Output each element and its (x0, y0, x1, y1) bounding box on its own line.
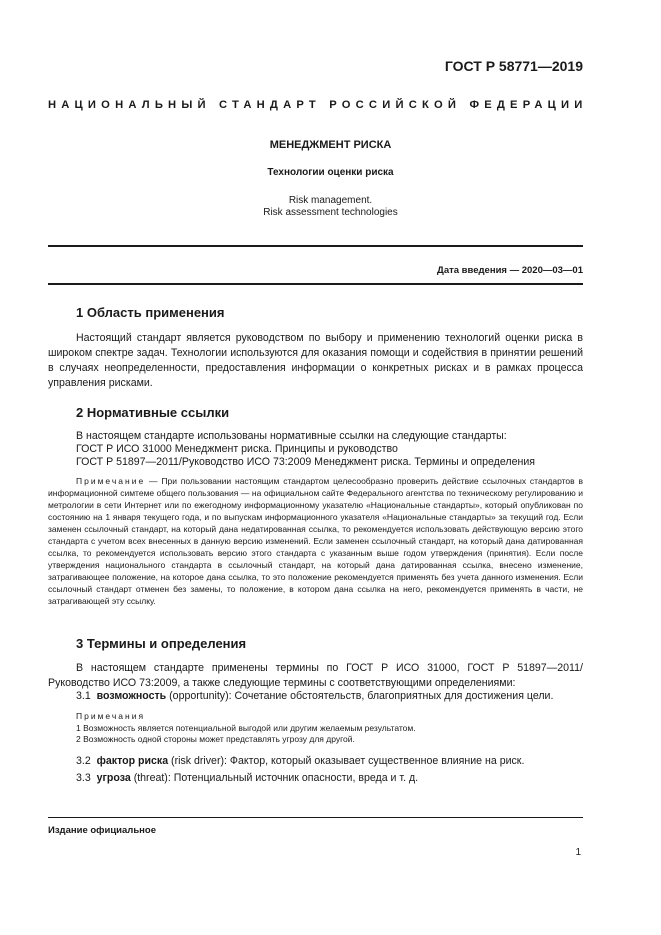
section-3-intro-paragraph: В настоящем стандарте применены термины по ГОСТ Р ИСО 31000, ГОСТ Р 51897—2011/Руководство ИСО 73:2009, а также следующие термины с соответствующими определениями: (48, 662, 583, 689)
note-text: — При пользовании настоящим стандартом целесообразно проверить действие ссылочных стандартов в информационной симтеме общего пользования — на официальном сайте Федерального агентства по техническому регулированию и метрологии в сети Интернет или по ежегодному информационному указателю «Национальные стандарты», который опубликован по состоянию на 1 января текущего года, и по выпускам информационного указателя «Национальные стандарты» за текущий год. Если заменен ссылочный стандарт, на который дана недатированная ссылка, то рекомендуется использовать действующую версию этого стандарта с учетом всех внесенных в данную версию изменений. Если заменен ссылочный стандарт, на который дана датированная ссылка, то рекомендуется использовать версию этого стандарта с указанным выше годом утверждения (принятия). Если после утверждения национального стандарта в ссылочный стандарт, на который дана датированная ссылка, внесено изменение, затрагивающее положение, на которое дана ссылка, то это положение рекомендуется применять без учета данного изменения. Если ссылочный стандарт отменен без замены, то положение, в котором дана ссылка на него, рекомендуется применять в части, не затрагивающей эту ссылку. (48, 476, 583, 607)
reference-item: ГОСТ Р ИСО 31000 Менеджмент риска. Принципы и руководство (76, 443, 398, 455)
term-number: 3.3 (76, 772, 91, 784)
reference-item: ГОСТ Р 51897—2011/Руководство ИСО 73:2009 Менеджмент риска. Термины и определения (76, 456, 535, 468)
section-2-note (48, 475, 583, 608)
term-3-2 (76, 755, 524, 767)
term-name: фактор риска (96, 755, 169, 767)
normative-references (76, 430, 535, 469)
notes-label: Примечания (76, 711, 146, 721)
term-3-1-notes (76, 711, 416, 746)
note-item: 1 Возможность является потенциальной выгодой или другим желаемым результатом. (76, 722, 416, 733)
term-name: угроза (96, 772, 131, 784)
note-item: 2 Возможность одной стороны может представлять угрозу для другой. (76, 734, 355, 744)
references-intro: В настоящем стандарте использованы нормативные ссылки на следующие стандарты: (76, 430, 507, 442)
english-title (48, 195, 613, 219)
section-3-intro (48, 661, 583, 691)
section-1-paragraph: Настоящий стандарт является руководством по выбору и применению технологий оценки риска в широком спектре задач. Технологии используются для оказания помощи и содействия в принятии решений в случаях неопределенности, предоставления информации о конкретных рисках и в рамках процесса управления рисками. (48, 332, 583, 389)
date-divider (48, 283, 583, 285)
section-1-text (48, 331, 583, 391)
page-number: 1 (575, 847, 581, 858)
term-name: возможность (96, 690, 167, 702)
english-title-line-2: Risk assessment technologies (263, 207, 398, 218)
section-1-heading: 1 Область применения (76, 305, 225, 320)
term-3-1 (76, 690, 553, 702)
document-subtitle: Технологии оценки риска (267, 167, 394, 178)
english-title-line-1: Risk management. (288, 195, 373, 206)
gost-number: ГОСТ Р 58771—2019 (444, 58, 583, 74)
introduction-date: Дата введения — 2020—03—01 (437, 265, 583, 276)
title-divider (48, 245, 583, 247)
term-definition: (risk driver): Фактор, который оказывает существенное влияние на риск. (168, 755, 525, 767)
document-title: МЕНЕДЖМЕНТ РИСКА (269, 139, 392, 151)
official-edition-label: Издание официальное (48, 825, 156, 836)
term-number: 3.2 (76, 755, 91, 767)
term-number: 3.1 (76, 690, 91, 702)
term-definition: (opportunity): Сочетание обстоятельств, благоприятных для достижения цели. (166, 690, 554, 702)
section-3-heading: 3 Термины и определения (76, 636, 247, 651)
note-label: Примечание (76, 476, 146, 486)
term-definition: (threat): Потенциальный источник опасности, вреда и т. д. (130, 772, 419, 784)
section-2-heading: 2 Нормативные ссылки (76, 405, 230, 420)
footer-divider (48, 817, 583, 818)
national-standard-banner: НАЦИОНАЛЬНЫЙ СТАНДАРТ РОССИЙСКОЙ ФЕДЕРАЦИИ (48, 99, 588, 111)
term-3-3 (76, 772, 418, 784)
